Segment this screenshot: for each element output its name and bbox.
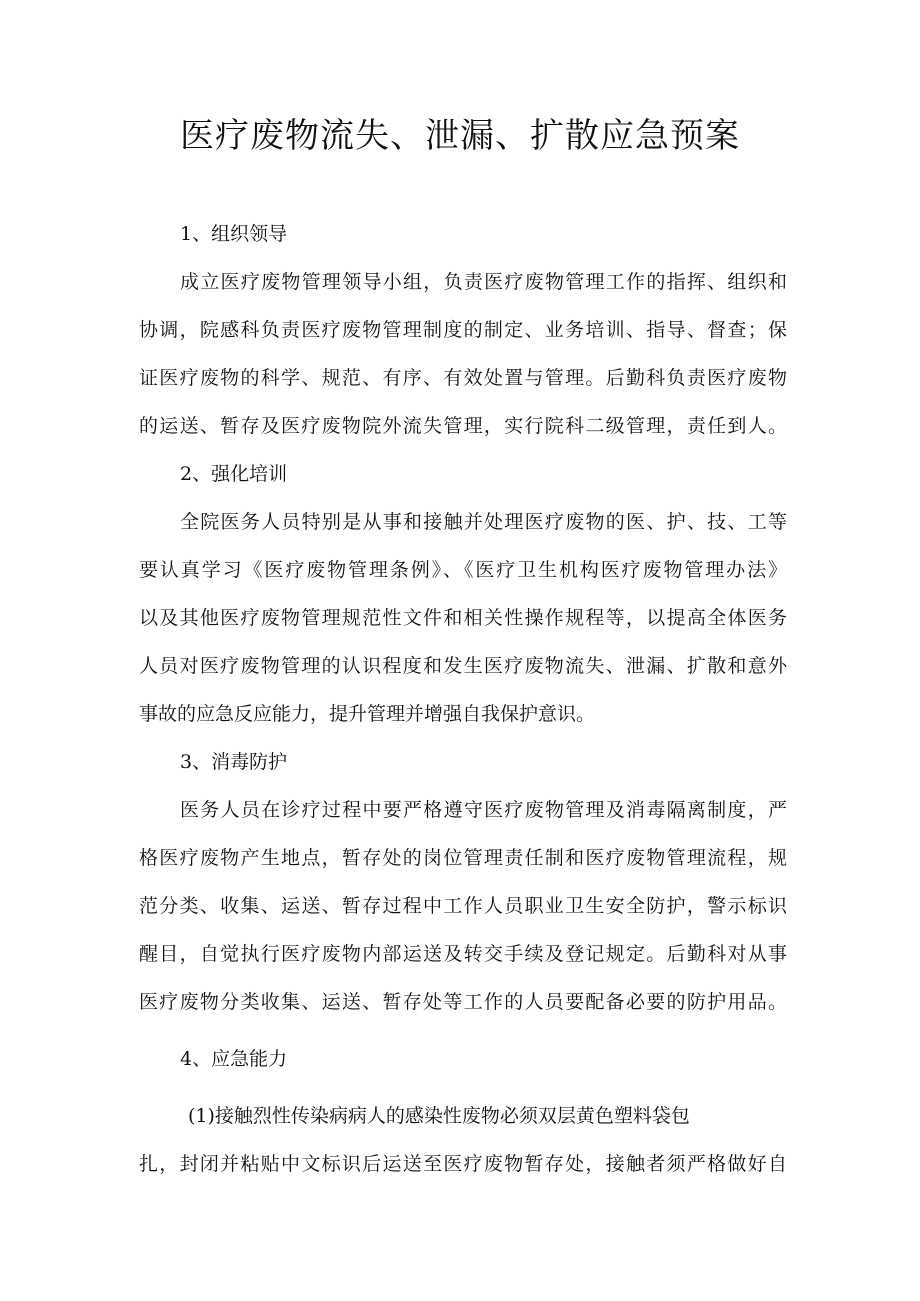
paragraph-line: (1)接触烈性传染病病人的感染性废物必须双层黄色塑料袋包 xyxy=(188,1105,690,1127)
paragraph-line: 的运送、暂存及医疗废物院外流失管理，实行院科二级管理，责任到人。 xyxy=(139,415,787,437)
paragraph-line: 事故的应急反应能力，提升管理并增强自我保护意识。 xyxy=(139,703,596,725)
spacer xyxy=(139,1083,787,1092)
section-heading-2: 2、强化培训 xyxy=(180,463,288,485)
paragraph-line: 人员对医疗废物管理的认识程度和发生医疗废物流失、泄漏、扩散和意外 xyxy=(139,655,787,677)
paragraph-line: 范分类、收集、运送、暂存过程中工作人员职业卫生安全防护，警示标识 xyxy=(139,895,787,917)
section-heading-4: 4、应急能力 xyxy=(180,1048,288,1070)
paragraph-line: 协调，院感科负责医疗废物管理制度的制定、业务培训、指导、督查；保 xyxy=(139,319,787,341)
paragraph-line: 格医疗废物产生地点，暂存处的岗位管理责任制和医疗废物管理流程，规 xyxy=(139,847,787,869)
paragraph-line: 全院医务人员特别是从事和接触并处理医疗废物的医、护、技、工等 xyxy=(180,511,787,533)
paragraph-line: 医务人员在诊疗过程中要严格遵守医疗废物管理及消毒隔离制度，严 xyxy=(180,799,787,821)
paragraph-line: 成立医疗废物管理领导小组，负责医疗废物管理工作的指挥、组织和 xyxy=(180,271,787,293)
spacer xyxy=(139,1026,787,1035)
paragraph-line: 醒目，自觉执行医疗废物内部运送及转交手续及登记规定。后勤科对从事 xyxy=(139,943,787,965)
section-heading-3: 3、消毒防护 xyxy=(180,751,288,773)
document-title: 医疗废物流失、泄漏、扩散应急预案 xyxy=(180,116,740,156)
paragraph-line: 证医疗废物的科学、规范、有序、有效处置与管理。后勤科负责医疗废物 xyxy=(139,367,787,389)
document-body xyxy=(139,210,787,1188)
paragraph-line: 扎，封闭并粘贴中文标识后运送至医疗废物暂存处，接触者须严格做好自 xyxy=(139,1153,787,1175)
paragraph-line: 要认真学习《医疗废物管理条例》、《医疗卫生机构医疗废物管理办法》 xyxy=(139,559,787,581)
section-heading-1: 1、组织领导 xyxy=(180,223,288,245)
paragraph-line: 以及其他医疗废物管理规范性文件和相关性操作规程等，以提高全体医务 xyxy=(139,607,787,629)
paragraph-line: 医疗废物分类收集、运送、暂存处等工作的人员要配备必要的防护用品。 xyxy=(139,991,787,1013)
